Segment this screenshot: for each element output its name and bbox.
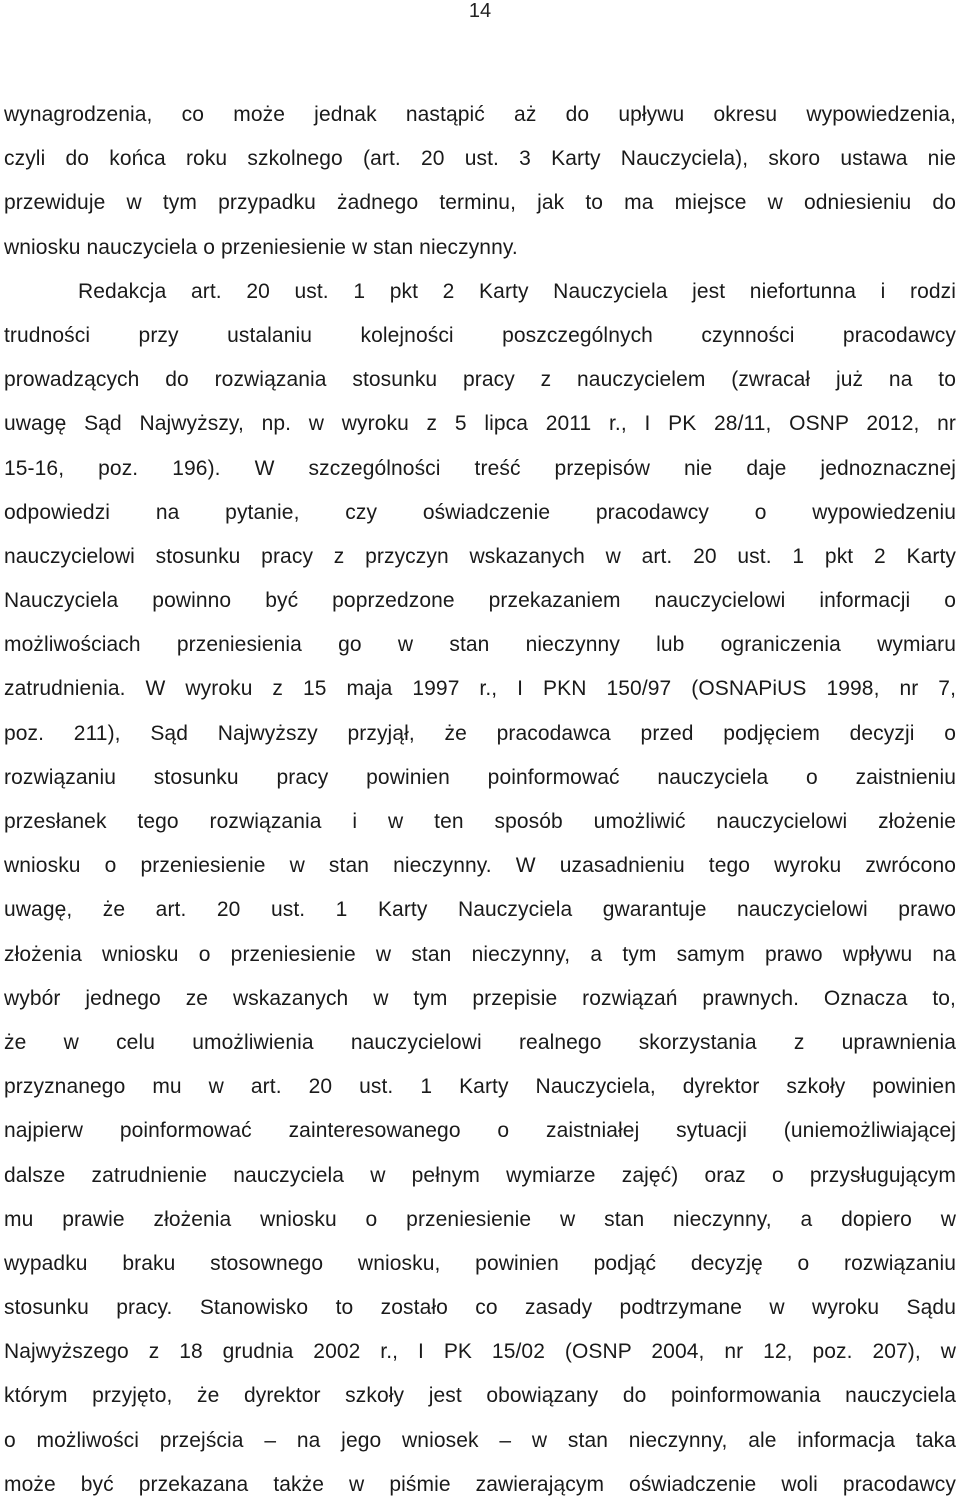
text-line: możliwościach przeniesienia go w stan nieczynny lub ograniczenia wymiaru	[4, 633, 956, 657]
text-line: wypadku braku stosownego wniosku, powinien podjąć decyzję o rozwiązaniu	[4, 1251, 956, 1275]
text-line: odpowiedzi na pytanie, czy oświadczenie pracodawcy o wypowiedzeniu	[4, 500, 956, 524]
text-line: prowadzących do rozwiązania stosunku pracy z nauczycielem (zwracał już na to	[4, 368, 956, 392]
text-line: zatrudnienia. W wyroku z 15 maja 1997 r., I PKN 150/97 (OSNAPiUS 1998, nr 7,	[4, 677, 956, 701]
text-line: czyli do końca roku szkolnego (art. 20 ust. 3 Karty Nauczyciela), skoro ustawa nie	[4, 147, 956, 171]
text-line: złożenia wniosku o przeniesienie w stan nieczynny, a tym samym prawo wpływu na	[4, 942, 956, 966]
text-line: przyznanego mu w art. 20 ust. 1 Karty Nauczyciela, dyrektor szkoły powinien	[4, 1075, 956, 1099]
paragraph-first-line: Redakcja art. 20 ust. 1 pkt 2 Karty Nauczyciela jest niefortunna i rodzi	[78, 279, 956, 303]
document-body	[4, 93, 956, 1507]
text-line: uwagę, że art. 20 ust. 1 Karty Nauczyciela gwarantuje nauczycielowi prawo	[4, 898, 956, 922]
text-line: poz. 211), Sąd Najwyższy przyjął, że pracodawca przed podjęciem decyzji o	[4, 721, 956, 745]
text-line: rozwiązaniu stosunku pracy powinien poinformować nauczyciela o zaistnieniu	[4, 765, 956, 789]
text-line: mu prawie złożenia wniosku o przeniesienie w stan nieczynny, a dopiero w	[4, 1207, 956, 1231]
text-line: przesłanek tego rozwiązania i w ten sposób umożliwić nauczycielowi złożenie	[4, 810, 956, 833]
text-line: wybór jednego ze wskazanych w tym przepisie rozwiązań prawnych. Oznacza to,	[4, 986, 956, 1010]
text-line: wniosku nauczyciela o przeniesienie w stan nieczynny.	[4, 235, 518, 259]
text-line: może być przekazana także w piśmie zawierającym oświadczenie woli pracodawcy	[4, 1472, 956, 1496]
text-line: nauczycielowi stosunku pracy z przyczyn wskazanych w art. 20 ust. 1 pkt 2 Karty	[4, 544, 956, 568]
text-line: 15-16, poz. 196). W szczególności treść przepisów nie daje jednoznacznej	[4, 456, 956, 480]
text-line: Najwyższego z 18 grudnia 2002 r., I PK 15/02 (OSNP 2004, nr 12, poz. 207), w	[4, 1340, 956, 1364]
text-line: wynagrodzenia, co może jednak nastąpić aż do upływu okresu wypowiedzenia,	[4, 103, 956, 126]
text-line: trudności przy ustalaniu kolejności poszczególnych czynności pracodawcy	[4, 323, 956, 347]
text-line: Nauczyciela powinno być poprzedzone przekazaniem nauczycielowi informacji o	[4, 589, 956, 613]
text-line: uwagę Sąd Najwyższy, np. w wyroku z 5 lipca 2011 r., I PK 28/11, OSNP 2012, nr	[4, 412, 956, 436]
text-line: którym przyjęto, że dyrektor szkoły jest obowiązany do poinformowania nauczyciela	[4, 1384, 956, 1408]
text-line: wniosku o przeniesienie w stan nieczynny. W uzasadnieniu tego wyroku zwrócono	[4, 854, 956, 878]
text-line: najpierw poinformować zainteresowanego o zaistniałej sytuacji (uniemożliwiającej	[4, 1119, 956, 1143]
page-number: 14	[468, 0, 492, 22]
text-line: stosunku pracy. Stanowisko to zostało co zasady podtrzymane w wyroku Sądu	[4, 1296, 956, 1320]
text-line: o możliwości przejścia – na jego wniosek – w stan nieczynny, ale informacja taka	[4, 1428, 956, 1452]
text-line: że w celu umożliwienia nauczycielowi realnego skorzystania z uprawnienia	[4, 1030, 956, 1054]
text-line: przewiduje w tym przypadku żadnego terminu, jak to ma miejsce w odniesieniu do	[4, 191, 956, 215]
text-line: dalsze zatrudnienie nauczyciela w pełnym wymiarze zajęć) oraz o przysługującym	[4, 1163, 956, 1187]
